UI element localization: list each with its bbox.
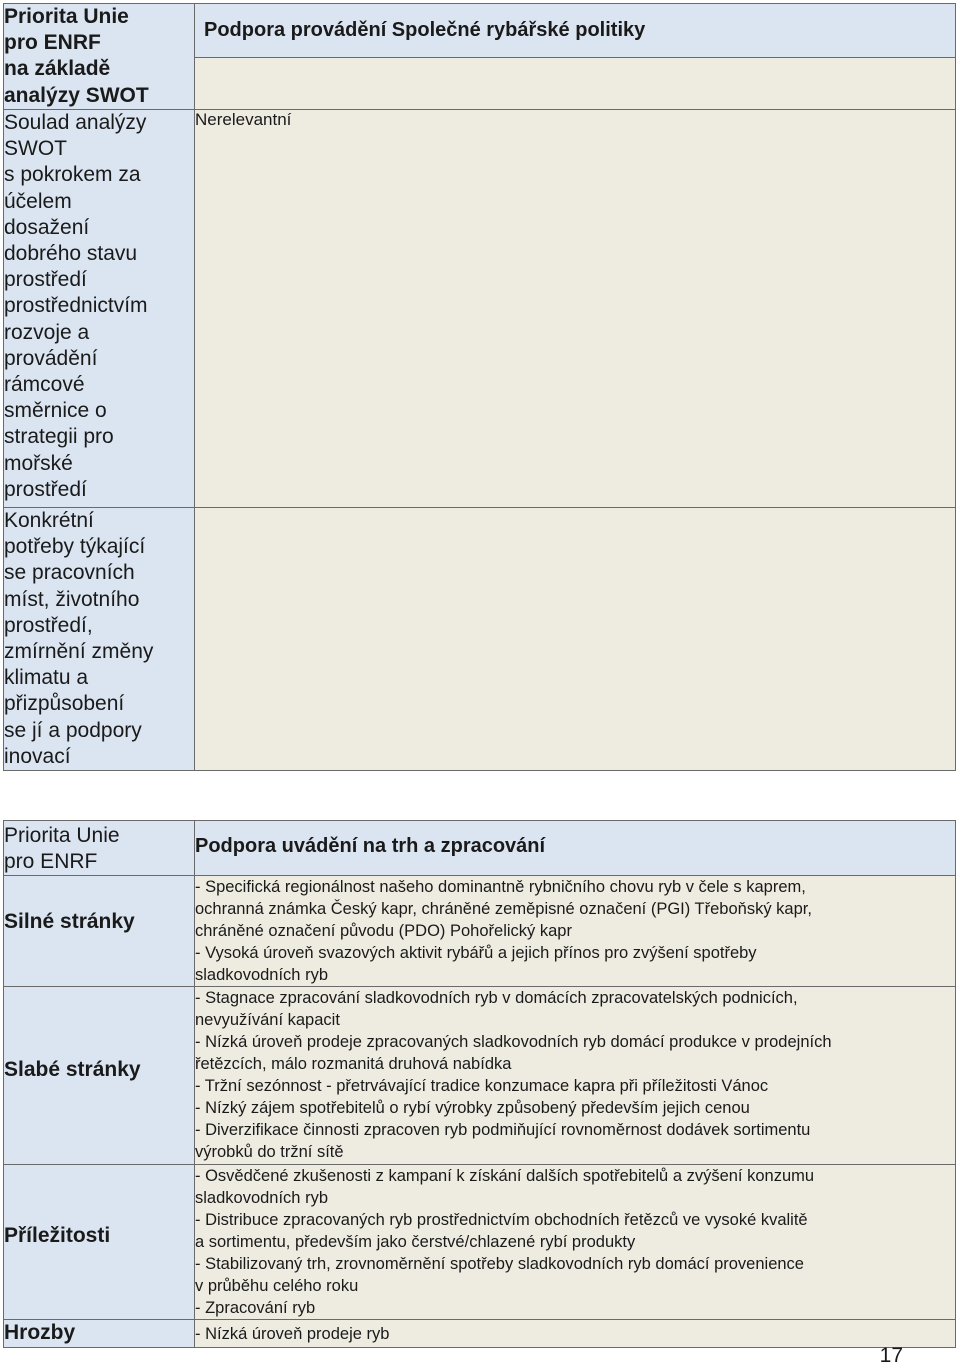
strengths-label-cell <box>4 876 195 987</box>
priority-table-2 <box>3 820 956 1348</box>
weaknesses-label: Slabé stránky <box>4 1058 141 1082</box>
opportunities-label-cell <box>4 1165 195 1320</box>
priority-table-1 <box>3 3 956 771</box>
strengths-label: Silné stránky <box>4 910 135 934</box>
empty-cell <box>195 58 956 110</box>
soulad-label-cell <box>4 110 195 508</box>
priority-label-cell-2 <box>4 821 195 876</box>
heading-cell <box>195 4 956 58</box>
soulad-value: Nerelevantní <box>195 110 292 129</box>
heading-cell-2 <box>195 821 956 876</box>
weaknesses-label-cell <box>4 987 195 1165</box>
priority-label: Priorita Unie pro ENRF na základě analýzy SWOT <box>4 5 149 107</box>
page-number: 17 <box>879 1344 903 1367</box>
strengths-text: - Specifická regionálnost našeho dominantně rybničního chovu ryb v čele s kaprem, ochranná známka Český kapr, chráněné zeměpisné označení (PGI) Třeboňský kapr, chráněné označení původu (PDO) Pohořelický kapr - Vysoká úroveň svazových aktivit rybářů a jejich přínos pro zvýšení spotřeby sladkovodních ryb <box>195 878 812 985</box>
opportunities-label: Příležitosti <box>4 1224 111 1248</box>
needs-value-cell <box>195 508 956 771</box>
threats-label-cell <box>4 1320 195 1348</box>
priority-label-2: Priorita Unie pro ENRF <box>4 824 120 874</box>
needs-label: Konkrétní potřeby týkající se pracovních míst, životního prostředí, zmírnění změny klimatu a přizpůsobení se jí a podpory inovací <box>4 509 154 768</box>
soulad-label: Soulad analýzy SWOT s pokrokem za účelem dosažení dobrého stavu prostředí prostřednictvím rozvoje a provádění rámcové směrnice o strategii pro mořské prostředí <box>4 111 148 501</box>
threats-label: Hrozby <box>4 1321 76 1345</box>
needs-label-cell <box>4 508 195 771</box>
threats-cell <box>195 1320 956 1348</box>
opportunities-text: - Osvědčené zkušenosti z kampaní k získání dalších spotřebitelů a zvýšení konzumu sladkovodních ryb - Distribuce zpracovaných ryb prostřednictvím obchodních řetězců ve vysoké kvalitě a sortimentu, především jako čerstvé/chlazené rybí produkty - Stabilizovaný trh, zrovnoměrnění spotřeby sladkovodních ryb domácí provenience v průběhu celého roku - Zpracování ryb <box>195 1167 815 1318</box>
priority-label-cell <box>4 4 195 110</box>
threats-text: - Nízká úroveň prodeje ryb <box>195 1325 390 1344</box>
weaknesses-cell <box>195 987 956 1165</box>
section-heading-2: Podpora uvádění na trh a zpracování <box>195 835 546 857</box>
strengths-cell <box>195 876 956 987</box>
weaknesses-text: - Stagnace zpracování sladkovodních ryb v domácích zpracovatelských podnicích, nevyužívání kapacit - Nízká úroveň prodeje zpracovaných sladkovodních ryb domácí produkce v prodejních řetězcích, málo rozmanitá druhová nabídka - Tržní sezónnost - přetrvávající tradice konzumace kapra při příležitosti Vánoc - Nízký zájem spotřebitelů o rybí výrobky způsobený především jejich cenou - Diverzifikace činnosti zpracoven ryb podmiňující rovnoměrnost dodávek sortimentu výrobků do tržní sítě <box>195 989 832 1162</box>
soulad-value-cell <box>195 110 956 508</box>
section-heading: Podpora provádění Společné rybářské politiky <box>204 19 646 41</box>
opportunities-cell <box>195 1165 956 1320</box>
